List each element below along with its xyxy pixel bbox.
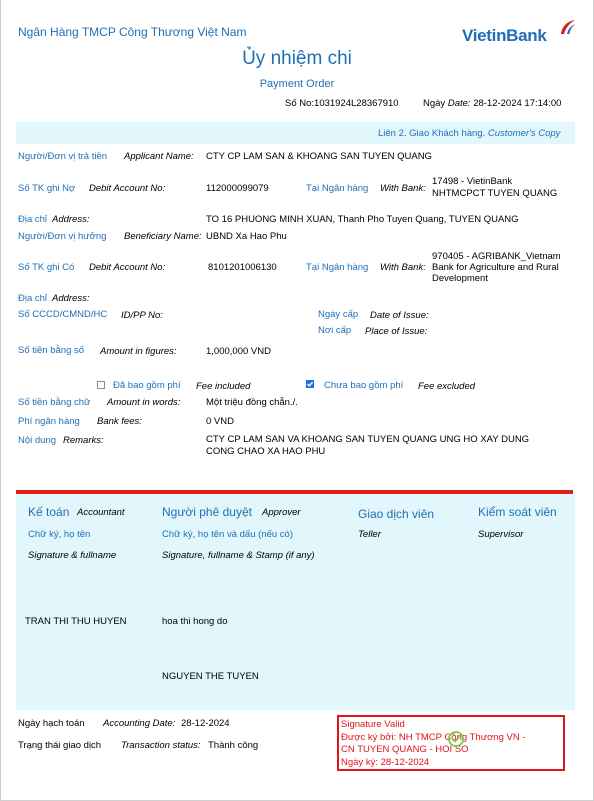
transaction-status-value: Thành công: [208, 740, 259, 751]
amount-words-value: Một triệu đồng chẵn./.: [206, 397, 298, 408]
address2-label-vn: Địa chỉ: [18, 293, 48, 304]
address-value: TO 16 PHUONG MINH XUAN, Thanh Pho Tuyen Quang, TUYEN QUANG: [206, 214, 519, 225]
issue-date-label-en: Date of Issue:: [370, 310, 429, 321]
bank-name: Ngân Hàng TMCP Công Thương Việt Nam: [18, 25, 247, 39]
remarks-line1: CTY CP LAM SAN VA KHOANG SAN TUYEN QUANG UNG HO XAY DUNG: [206, 434, 530, 445]
address2-label-en: Address:: [52, 293, 90, 304]
debit-bank-label-en: With Bank:: [380, 183, 426, 194]
bank-fees-label-en: Bank fees:: [97, 416, 142, 427]
signature-signer: Được ký bởi: NH TMCP Công Thương VN -: [341, 731, 526, 743]
signature-text: [341, 719, 526, 769]
supervisor-en: Supervisor: [478, 529, 524, 540]
fee-included-checkbox[interactable]: [97, 381, 105, 389]
date-value: 28-12-2024 17:14:00: [473, 98, 562, 109]
remarks-label-vn: Nội dung: [18, 435, 57, 446]
signature-date: Ngày ký: 28-12-2024: [341, 756, 430, 768]
approver-name-2: NGUYEN THE TUYEN: [162, 671, 259, 682]
accountant-heading-en: Accountant: [77, 507, 125, 518]
accountant-sig-vn: Chữ ký, họ tên: [28, 529, 91, 540]
copy-label: [378, 128, 560, 139]
accountant-sig-en: Signature & fullname: [28, 550, 117, 561]
amount-words-label-vn: Số tiền bằng chữ: [18, 397, 91, 408]
credit-account-value: 8101201006130: [208, 262, 277, 273]
approver-sig-en: Signature, fullname & Stamp (if any): [162, 550, 315, 561]
amount-figures-label-en: Amount in figures:: [100, 346, 177, 357]
applicant-label-vn: Người/Đơn vị trả tiền: [18, 151, 108, 162]
credit-bank-line1: 970405 - AGRIBANK_Vietnam: [432, 251, 561, 262]
id-label-en: ID/PP No:: [121, 310, 163, 321]
accountant-name: TRAN THI THU HUYEN: [25, 616, 127, 627]
fee-excluded-label-en: Fee excluded: [418, 381, 476, 392]
remarks-label-en: Remarks:: [63, 435, 104, 446]
signature-branch: CN TUYEN QUANG - HOI SO: [341, 744, 469, 755]
applicant-value: CTY CP LAM SAN & KHOANG SAN TUYEN QUANG: [206, 151, 432, 162]
accounting-date-label-en: Accounting Date:: [103, 718, 176, 729]
signature-status: Signature Valid: [341, 719, 405, 730]
logo-swoosh-icon: [557, 18, 577, 38]
vietinbank-logo: [462, 26, 547, 46]
beneficiary-label-en: Beneficiary Name:: [124, 231, 202, 242]
credit-bank-label-vn: Tại Ngân hàng: [306, 262, 369, 273]
remarks-line2: CONG CHAO XA HAO PHU: [206, 446, 326, 457]
fee-included-label-en: Fee included: [196, 381, 251, 392]
approver-heading: Người phê duyệt: [162, 505, 252, 519]
issue-date-label-vn: Ngày cấp: [318, 309, 359, 320]
amount-figures-label-vn: Số tiền bằng số: [18, 345, 85, 356]
copy-label-vn: Liên 2. Giao Khách hàng.: [378, 128, 486, 139]
digital-signature-box[interactable]: [337, 715, 565, 771]
issue-place-label-en: Place of Issue:: [365, 326, 428, 337]
credit-account-label-en: Debit Account No:: [89, 262, 166, 273]
bank-fees-value: 0 VND: [206, 416, 234, 427]
credit-account-label-vn: Số TK ghi Có: [18, 262, 75, 273]
supervisor-heading: Kiểm soát viên: [478, 505, 557, 519]
credit-bank-label-en: With Bank:: [380, 262, 426, 273]
doc-number: Số No:1031924L28367910: [285, 98, 399, 109]
amount-figures-value: 1,000,000 VND: [206, 346, 271, 357]
fee-included-label-vn: Đã bao gồm phí: [113, 380, 181, 391]
teller-heading: Giao dịch viên: [358, 507, 435, 521]
fee-excluded-checkbox[interactable]: [306, 380, 314, 388]
debit-account-value: 112000099079: [206, 183, 269, 194]
beneficiary-label-vn: Người/Đơn vị hưởng: [18, 231, 107, 242]
page-title: Ủy nhiệm chi: [242, 48, 352, 69]
accounting-date-label-vn: Ngày hạch toán: [18, 718, 85, 729]
check-circle-icon: [447, 730, 465, 748]
checkmark-icon: [306, 380, 314, 388]
debit-bank-label-vn: Tại Ngân hàng: [306, 183, 369, 194]
teller-en: Teller: [358, 529, 381, 540]
doc-date: [423, 98, 561, 109]
debit-bank-line1: 17498 - VietinBank: [432, 176, 513, 187]
beneficiary-value: UBND Xa Hao Phu: [206, 231, 287, 242]
copy-label-en: Customer's Copy: [487, 128, 561, 139]
debit-bank-line2: NHTMCPCT TUYEN QUANG: [432, 188, 558, 199]
amount-words-label-en: Amount in words:: [107, 397, 181, 408]
id-label-vn: Số CCCD/CMND/HC: [18, 309, 108, 320]
date-label-en: Date:: [447, 98, 471, 109]
address-label-vn: Địa chỉ: [18, 214, 48, 225]
transaction-status-label-en: Transaction status:: [121, 740, 201, 751]
address-label-en: Address:: [52, 214, 90, 225]
debit-account-label-vn: Số TK ghi Nợ: [18, 183, 76, 194]
bank-fees-label-vn: Phí ngân hàng: [18, 416, 80, 427]
credit-bank-line2: Bank for Agriculture and Rural: [432, 262, 559, 273]
page-subtitle: Payment Order: [259, 78, 335, 90]
fee-excluded-label-vn: Chưa bao gồm phí: [324, 380, 404, 391]
accountant-heading: Kế toán: [28, 505, 70, 519]
signature-panel: [16, 494, 575, 710]
logo-text: VietinBank: [462, 26, 547, 45]
credit-bank-line3: Development: [432, 273, 488, 284]
approver-sig-vn: Chữ ký, họ tên và dấu (nếu có): [162, 529, 293, 540]
applicant-label-en: Applicant Name:: [124, 151, 194, 162]
transaction-status-label-vn: Trạng thái giao dịch: [18, 740, 102, 751]
approver-name-1: hoa thi hong do: [162, 616, 228, 627]
issue-place-label-vn: Nơi cấp: [318, 325, 352, 336]
approver-heading-en: Approver: [262, 507, 301, 518]
debit-account-label-en: Debit Account No:: [89, 183, 166, 194]
date-label: Ngày: [423, 98, 446, 109]
accounting-date-value: 28-12-2024: [181, 718, 230, 729]
